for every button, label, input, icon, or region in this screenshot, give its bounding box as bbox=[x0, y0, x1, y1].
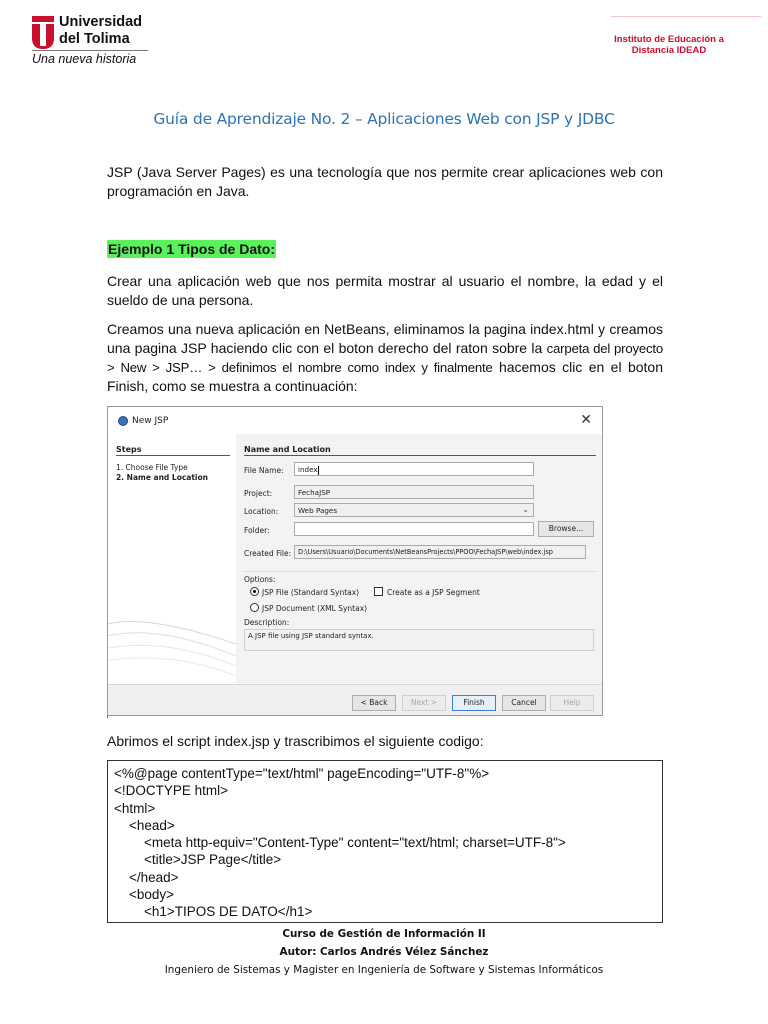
section-heading: Name and Location bbox=[244, 445, 331, 454]
footer-author: Autor: Carlos Andrés Vélez Sánchez bbox=[279, 946, 489, 958]
text-caret bbox=[318, 466, 319, 475]
steps-panel bbox=[108, 434, 236, 684]
steps-paragraph-part-c: hacemos clic en el boton Finish, como se muestra a continuación: bbox=[107, 359, 663, 394]
radio-jsp-standard[interactable] bbox=[250, 587, 259, 596]
location-label: Location: bbox=[244, 507, 279, 516]
code-block bbox=[107, 760, 663, 923]
example-description: Crear una aplicación web que nos permita mostrar al usuario el nombre, la edad y el sueldo de una persona. bbox=[107, 273, 663, 308]
code-line: </head> bbox=[114, 869, 179, 885]
steps-paragraph-part-a: Creamos una nueva aplicación en NetBeans, eliminamos la pagina index.html y creamos una pagina JSP haciendo clic con el boton derecho del raton sobre la bbox=[107, 321, 663, 356]
dialog-title: New JSP bbox=[132, 416, 169, 426]
section-divider bbox=[244, 455, 596, 456]
code-line: <head> bbox=[114, 817, 175, 833]
logo-divider bbox=[32, 50, 148, 51]
code-line: <!DOCTYPE html> bbox=[114, 783, 229, 799]
steps-heading: Steps bbox=[116, 445, 142, 454]
location-select[interactable] bbox=[294, 503, 534, 517]
header-rule bbox=[611, 16, 761, 17]
code-line: <meta http-equiv="Content-Type" content="text/html; charset=UTF-8"> bbox=[114, 835, 566, 851]
university-logo bbox=[32, 14, 192, 70]
university-name-line2: del Tolima bbox=[59, 31, 130, 47]
university-name bbox=[59, 14, 142, 48]
checkbox-jsp-segment[interactable] bbox=[374, 587, 383, 596]
description-box: A JSP file using JSP standard syntax. bbox=[244, 629, 594, 651]
radio-jsp-xml-label: JSP Document (XML Syntax) bbox=[262, 604, 368, 613]
code-line: <%@page contentType="text/html" pageEncoding="UTF-8"%> bbox=[114, 766, 490, 781]
description-label: Description: bbox=[244, 618, 290, 627]
chevron-down-icon: ⌄ bbox=[522, 505, 529, 514]
dialog-footer bbox=[108, 684, 602, 716]
netbeans-icon bbox=[118, 416, 128, 426]
steps-paragraph-part-b: carpeta del proyecto > New > JSP… > definimos el nombre como index y finalmente bbox=[107, 341, 663, 375]
location-value: Web Pages bbox=[298, 506, 338, 515]
next-button[interactable]: Next > bbox=[402, 695, 446, 711]
project-label: Project: bbox=[244, 489, 273, 498]
project-field: FechaJSP bbox=[294, 485, 534, 499]
institute-name bbox=[604, 34, 734, 56]
file-name-label: File Name: bbox=[244, 466, 284, 475]
folder-label: Folder: bbox=[244, 526, 270, 535]
footer-credentials: Ingeniero de Sistemas y Magister en Ingeniería de Software y Sistemas Informáticos bbox=[164, 964, 604, 976]
decorative-wave-graphic bbox=[108, 604, 236, 684]
new-jsp-dialog bbox=[107, 406, 603, 716]
file-name-input[interactable] bbox=[294, 462, 534, 476]
university-name-line1: Universidad bbox=[59, 14, 142, 30]
step-name-and-location: 2. Name and Location bbox=[116, 473, 208, 482]
created-file-label: Created File: bbox=[244, 549, 292, 558]
steps-divider bbox=[116, 455, 230, 456]
checkbox-jsp-segment-label: Create as a JSP Segment bbox=[387, 588, 480, 597]
folder-input[interactable] bbox=[294, 522, 534, 536]
page-title: Guía de Aprendizaje No. 2 – Aplicaciones Web con JSP y JDBC bbox=[153, 110, 615, 128]
example-heading: Ejemplo 1 Tipos de Dato: bbox=[108, 241, 275, 257]
created-file-field: D:\Users\Usuario\Documents\NetBeansProjects\PPOO\FechaJSP\web\index.jsp bbox=[294, 545, 586, 559]
cancel-button[interactable]: Cancel bbox=[502, 695, 546, 711]
code-line: <title>JSP Page</title> bbox=[114, 852, 282, 868]
step-choose-file-type: 1. Choose File Type bbox=[116, 463, 188, 472]
code-line: <html> bbox=[114, 800, 156, 816]
dialog-titlebar bbox=[108, 407, 602, 434]
university-logo-icon bbox=[32, 16, 54, 50]
help-button[interactable]: Help bbox=[550, 695, 594, 711]
options-label: Options: bbox=[244, 575, 276, 584]
radio-jsp-xml[interactable] bbox=[250, 603, 259, 612]
code-intro: Abrimos el script index.jsp y trascribimos el siguiente codigo: bbox=[107, 733, 484, 749]
footer-course: Curso de Gestión de Información II bbox=[282, 928, 486, 940]
steps-paragraph bbox=[107, 320, 663, 396]
code-line: <h1>TIPOS DE DATO</h1> bbox=[114, 904, 313, 920]
finish-button[interactable]: Finish bbox=[452, 695, 496, 711]
back-button[interactable]: < Back bbox=[352, 695, 396, 711]
code-line: <body> bbox=[114, 887, 175, 903]
intro-paragraph: JSP (Java Server Pages) es una tecnología que nos permite crear aplicaciones web con programación en Java. bbox=[107, 164, 663, 199]
radio-jsp-standard-label: JSP File (Standard Syntax) bbox=[262, 588, 360, 597]
file-name-value: index bbox=[298, 465, 318, 474]
browse-button[interactable]: Browse... bbox=[538, 521, 594, 537]
institute-line2: Distancia IDEAD bbox=[631, 45, 707, 56]
university-tagline: Una nueva historia bbox=[32, 52, 137, 66]
institute-line1: Instituto de Educación a bbox=[614, 34, 724, 45]
close-icon[interactable]: ✕ bbox=[580, 412, 592, 428]
